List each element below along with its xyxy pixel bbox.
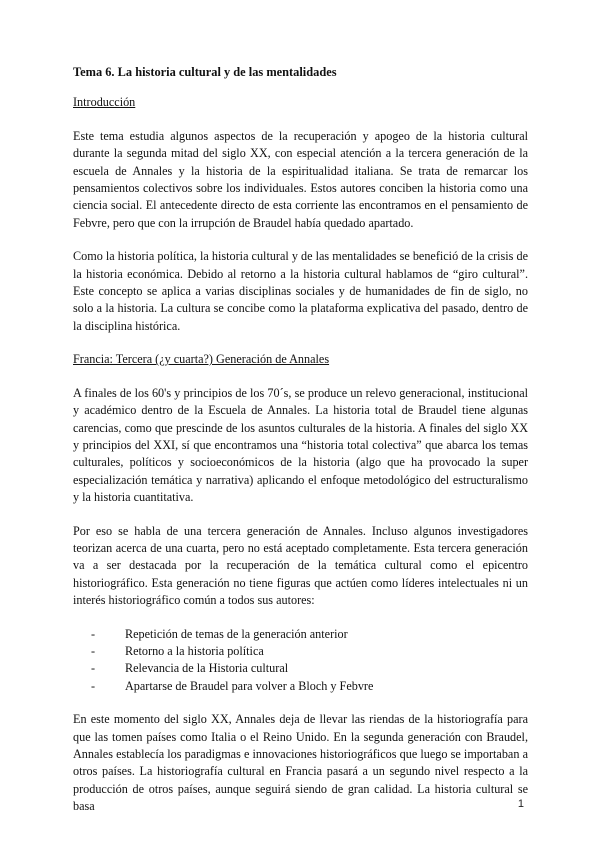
- paragraph: A finales de los 60's y principios de los 70´s, se produce un relevo generacional, institucional y académico dentro de la Escuela de Annales. La historia total de Braudel tiene algunas carencias, como que prescinde de los asuntos culturales de la historia. A finales del siglo XX y principios del XXI, sí que encontramos una “historia total colectiva” que abarca los temas culturales, políticos y socioeconómicos de la historia (algo que ha provocado la super especialización temática y narrativa) aplicando el enfoque metodológico del estructuralismo y la historia cuantitativa.: [73, 385, 528, 505]
- list-item: [91, 678, 528, 695]
- document-title: Tema 6. La historia cultural y de las mentalidades: [73, 65, 337, 79]
- section-heading-francia: Francia: Tercera (¿y cuarta?) Generación de Annales: [73, 352, 330, 367]
- paragraph: Por eso se habla de una tercera generación de Annales. Incluso algunos investigadores teorizan acerca de una cuarta, pero no está aceptado completamente. Esta tercera generación va a ser destacada por la recuperación de la temática cultural como el epicentro historiográfico. Esta generación no tiene figuras que actúen como líderes intelectuales ni un interés historiográfico común a todos sus autores:: [73, 523, 528, 608]
- list-item-text: Apartarse de Braudel para volver a Bloch y Febvre: [125, 678, 374, 693]
- document-page: [73, 64, 528, 816]
- bullet-list: [73, 626, 528, 696]
- list-item: [91, 626, 528, 643]
- list-item-text: Relevancia de la Historia cultural: [125, 661, 289, 676]
- paragraph: Este tema estudia algunos aspectos de la recuperación y apogeo de la historia cultural durante la segunda mitad del siglo XX, con especial atención a la tercera generación de la escuela de Annales y la historia de la espiritualidad italiana. Se trata de remarcar los pensamientos colectivos sobre los individuales. Estos autores conciben la historia como una ciencia social. El antecedente directo de esta corriente las encontramos en el pensamiento de Febvre, pero que con la irrupción de Braudel había quedado apartado.: [73, 128, 528, 230]
- page-number: 1: [517, 798, 524, 810]
- bullet-dash: -: [91, 661, 96, 676]
- list-item: [91, 660, 528, 677]
- bullet-dash: -: [91, 643, 96, 658]
- bullet-dash: -: [91, 678, 96, 693]
- bullet-dash: -: [91, 626, 96, 641]
- paragraph: En este momento del siglo XX, Annales deja de llevar las riendas de la historiografía para que las tomen países como Italia o el Reino Unido. En la segunda generación con Braudel, Annales establecía los paradigmas e innovaciones historiográficos que luego se importaban a otros países. La historiografía cultural en Francia pasará a un segundo nivel respecto a la producción de otros países, aunque seguirá siendo de gran calidad. La historia cultural se basa: [73, 712, 528, 814]
- section-heading-introduccion: Introducción: [73, 95, 136, 110]
- list-item-text: Retorno a la historia política: [125, 643, 264, 658]
- paragraph: Como la historia política, la historia cultural y de las mentalidades se benefició de la crisis de la historia económica. Debido al retorno a la historia cultural hablamos de “giro cultural”. Este concepto se aplica a varias disciplinas sociales y de humanidades de fin de siglo, no solo a la historia. La cultura se concibe como la plataforma explicativa del pasado, dentro de la disciplina histórica.: [73, 249, 528, 333]
- list-item-text: Repetición de temas de la generación anterior: [125, 626, 348, 641]
- list-item: [91, 643, 528, 660]
